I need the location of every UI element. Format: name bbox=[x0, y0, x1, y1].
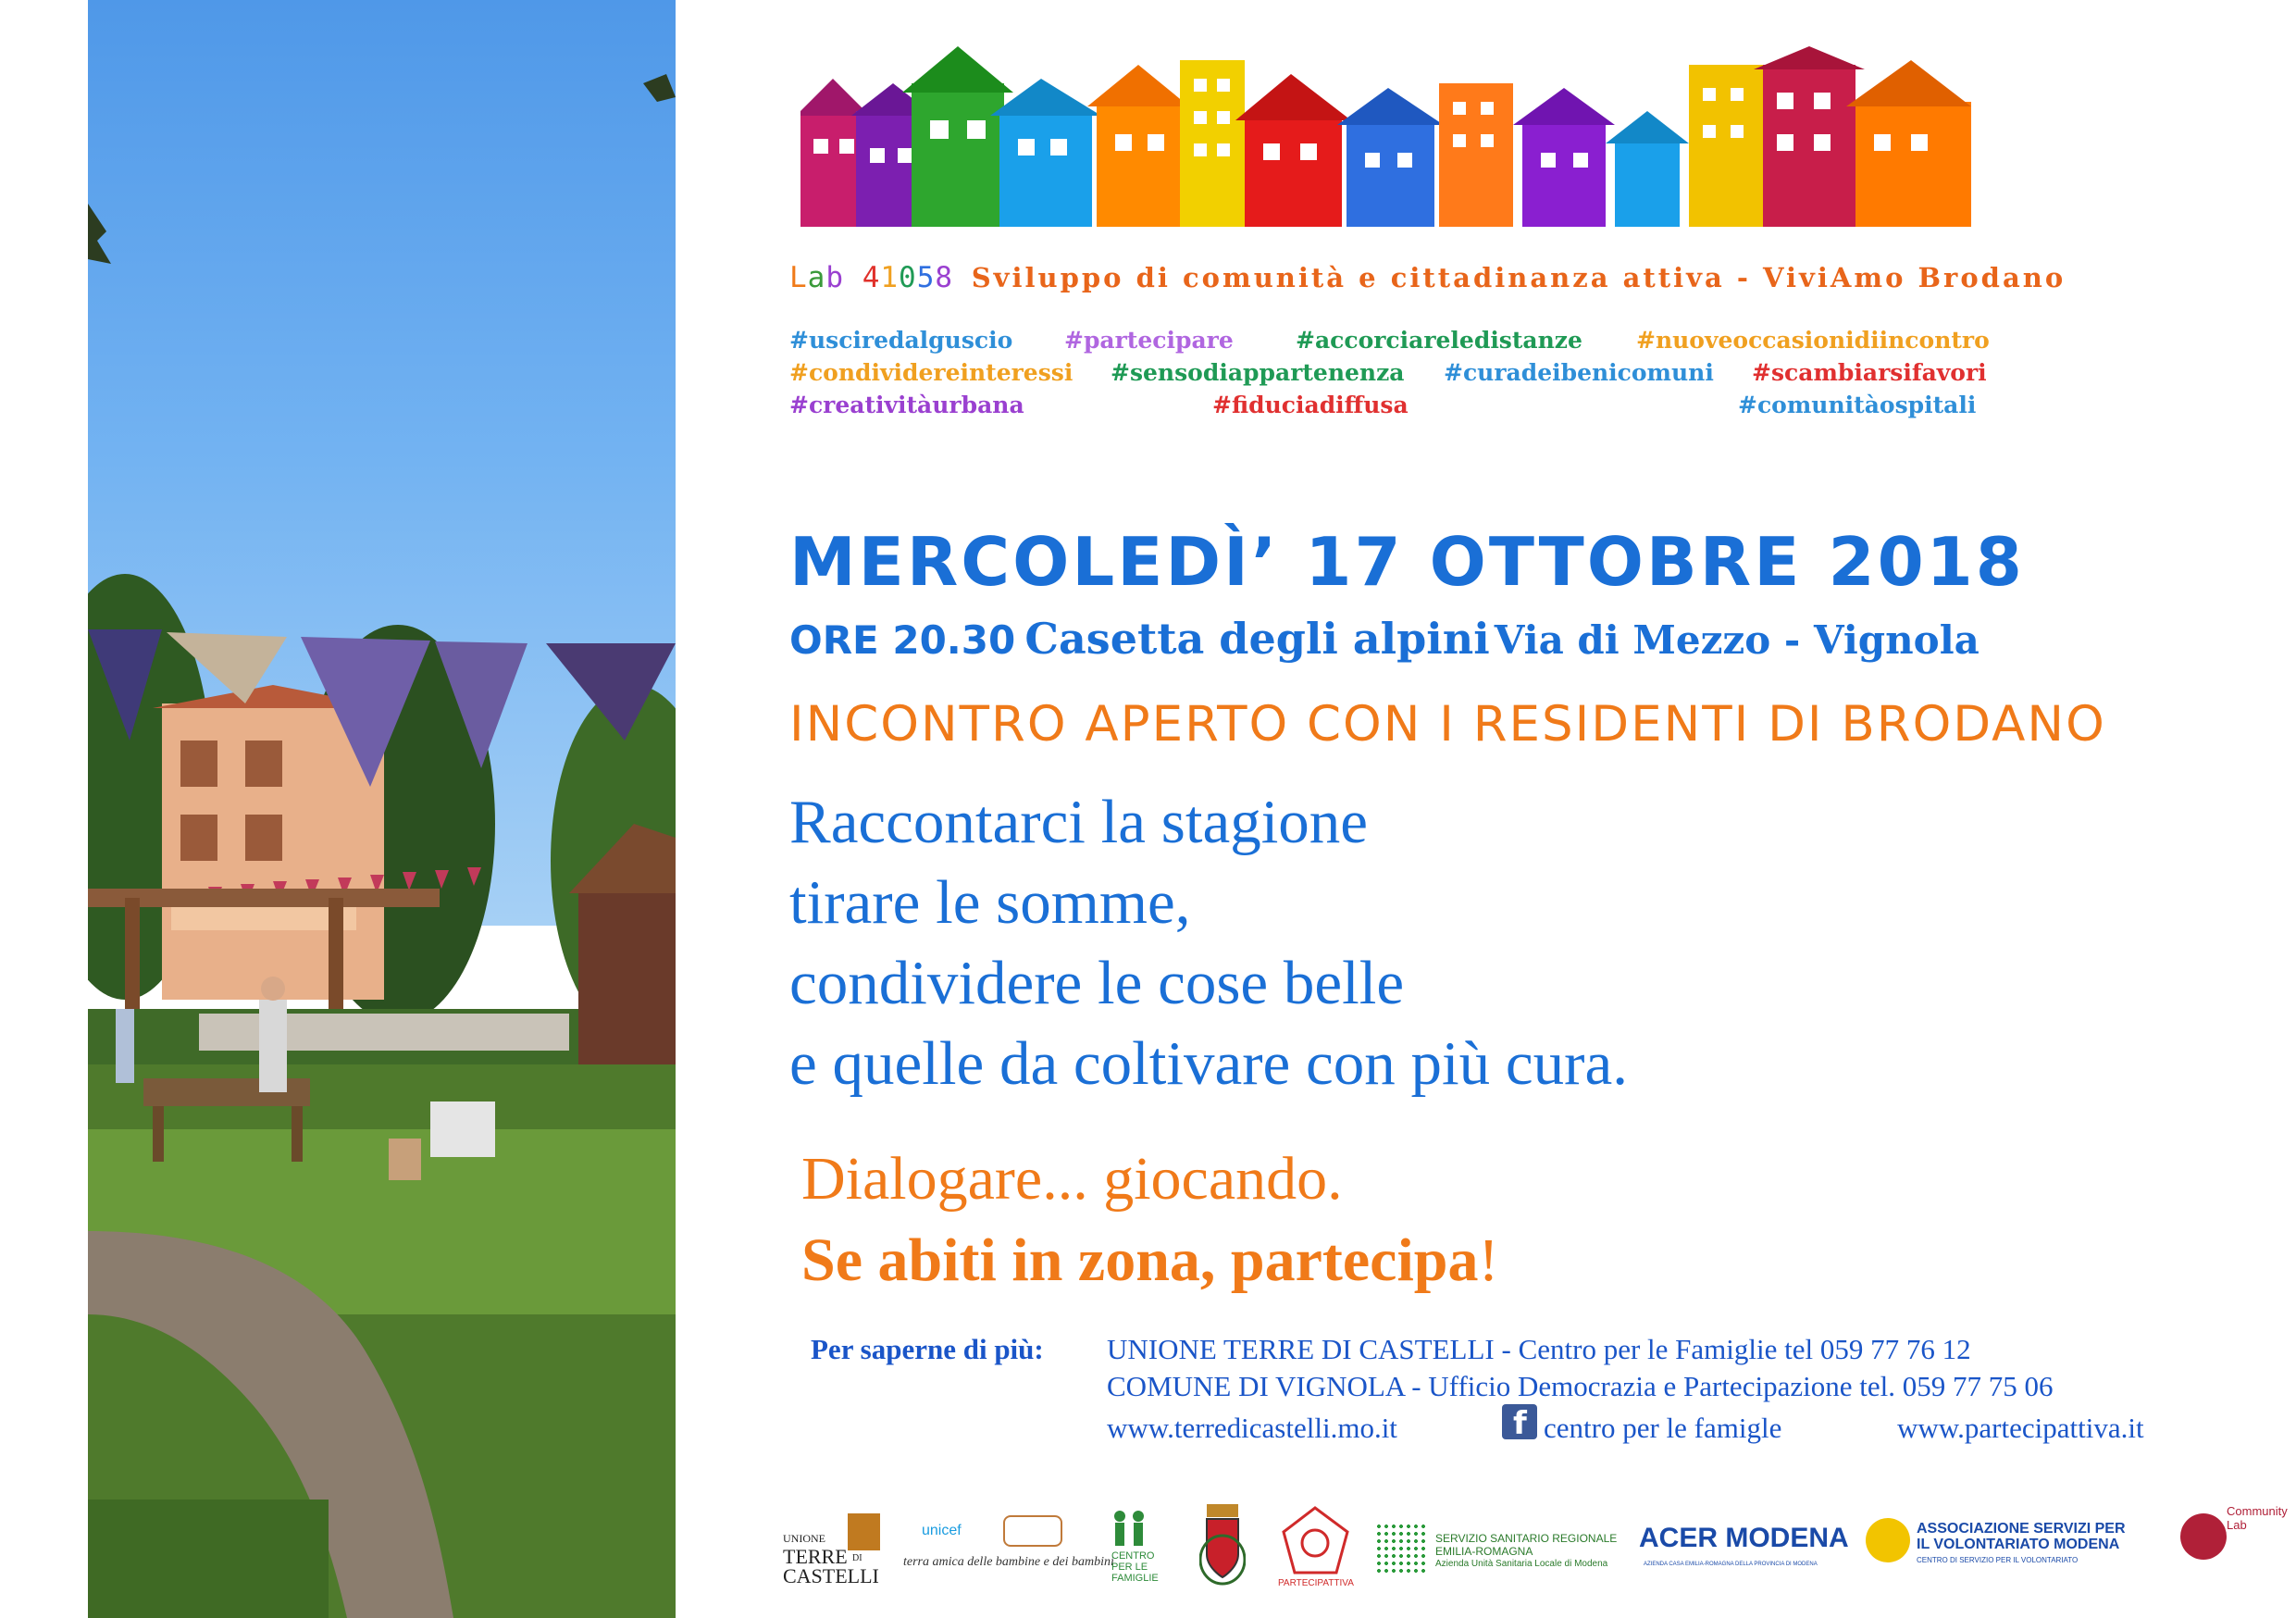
hashtag-item: #condividereinteressi bbox=[789, 359, 1074, 386]
city-hall-icon bbox=[1003, 1515, 1062, 1547]
centro-famiglie-logo: CENTRO PER LE FAMIGLIE bbox=[1111, 1550, 1159, 1584]
call-line-2-text: Se abiti in zona, partecipa bbox=[801, 1226, 1479, 1294]
vignola-crest-icon bbox=[1199, 1504, 1246, 1586]
hashtag-item: #usciredalguscio bbox=[789, 327, 1013, 354]
community-lab-logo: Community Lab bbox=[2227, 1504, 2288, 1532]
info-label: Per saperne di più: bbox=[811, 1333, 1044, 1365]
unicef-logo: unicef bbox=[922, 1523, 962, 1538]
partecipattiva-icon bbox=[1281, 1506, 1350, 1575]
ssr-dots-icon bbox=[1375, 1523, 1426, 1574]
website-link-2[interactable]: www.partecipattiva.it bbox=[1897, 1412, 2144, 1444]
partecipattiva-logo: PARTECIPATTIVA bbox=[1278, 1578, 1354, 1588]
body-line-1: Raccontarci la stagione bbox=[789, 788, 1369, 856]
time-prefix: ORE bbox=[789, 617, 893, 663]
hashtag-item: #partecipare bbox=[1064, 327, 1234, 354]
website-link-1[interactable]: www.terredicastelli.mo.it bbox=[1107, 1412, 1397, 1444]
hashtag-item: #fiduciadiffusa bbox=[1212, 392, 1409, 418]
acer-modena-logo: ACER MODENA bbox=[1639, 1523, 1849, 1553]
asvm-logo: ASSOCIAZIONE SERVIZI PER IL VOLONTARIATO MODENA CENTRO DI SERVIZIO PER IL VOLONTARIATO bbox=[1917, 1521, 2126, 1564]
contact-line-1: UNIONE TERRE DI CASTELLI - Centro per le Famiglie tel 059 77 76 12 bbox=[1107, 1333, 1971, 1365]
event-title: INCONTRO APERTO CON I RESIDENTI DI BRODANO bbox=[789, 696, 2106, 753]
call-line-2-end: ! bbox=[1478, 1226, 1499, 1294]
lab-header bbox=[789, 261, 2066, 302]
acer-subtitle: AZIENDA CASA EMILIA-ROMAGNA DELLA PROVINCIA DI MODENA bbox=[1644, 1562, 1818, 1567]
body-line-2: tirare le somme, bbox=[789, 868, 1191, 937]
facebook-link[interactable]: centro per le famigle bbox=[1544, 1412, 1782, 1444]
event-time: 20.30 bbox=[892, 617, 1016, 663]
colorful-houses-banner bbox=[800, 46, 1971, 227]
pomegranate-icon bbox=[2180, 1513, 2227, 1560]
hashtag-item: #curadeibenicomuni bbox=[1444, 359, 1714, 386]
call-line-1: Dialogare... giocando. bbox=[801, 1145, 1343, 1213]
park-photo bbox=[88, 0, 676, 1618]
call-line-2 bbox=[801, 1226, 1499, 1296]
hashtag-item: #sensodiappartenenza bbox=[1111, 359, 1405, 386]
contact-line-2: COMUNE DI VIGNOLA - Ufficio Democrazia e Partecipazione tel. 059 77 75 06 bbox=[1107, 1370, 2054, 1402]
facebook-icon[interactable]: f bbox=[1502, 1404, 1537, 1439]
volunteers-icon bbox=[1866, 1518, 1910, 1562]
lab-subtitle: Sviluppo di comunità e cittadinanza attiva - ViviAmo Brodano bbox=[971, 262, 2066, 293]
event-place: Casetta degli alpini bbox=[1024, 614, 1490, 664]
event-address: Via di Mezzo - Vignola bbox=[1494, 617, 1980, 663]
unicef-tagline: terra amica delle bambine e dei bambini bbox=[903, 1555, 1114, 1569]
hashtag-item: #accorciareledistanze bbox=[1296, 327, 1582, 354]
ssr-logo: SERVIZIO SANITARIO REGIONALE EMILIA-ROMAGNA Azienda Unità Sanitaria Locale di Modena bbox=[1435, 1532, 1618, 1569]
hashtag-item: #creativitàurbana bbox=[789, 392, 1024, 418]
hashtag-item: #nuoveoccasionidiincontro bbox=[1636, 327, 1990, 354]
terre-castelli-logo: UNIONE TERRE DI CASTELLI bbox=[783, 1513, 885, 1597]
partner-logos bbox=[783, 1504, 2296, 1618]
event-time-place bbox=[789, 614, 1980, 664]
body-line-4: e quelle da coltivare con più cura. bbox=[789, 1029, 1628, 1098]
hashtag-item: #comunitàospitali bbox=[1738, 392, 1977, 418]
lab-word: Lab bbox=[789, 261, 845, 294]
hashtag-item: #scambiarsifavori bbox=[1752, 359, 1987, 386]
lab-number: 41058 bbox=[862, 261, 954, 294]
family-icon bbox=[1109, 1509, 1155, 1546]
event-date: MERCOLEDÌ’ 17 OTTOBRE 2018 bbox=[789, 523, 2025, 601]
body-line-3: condividere le cose belle bbox=[789, 949, 1405, 1017]
